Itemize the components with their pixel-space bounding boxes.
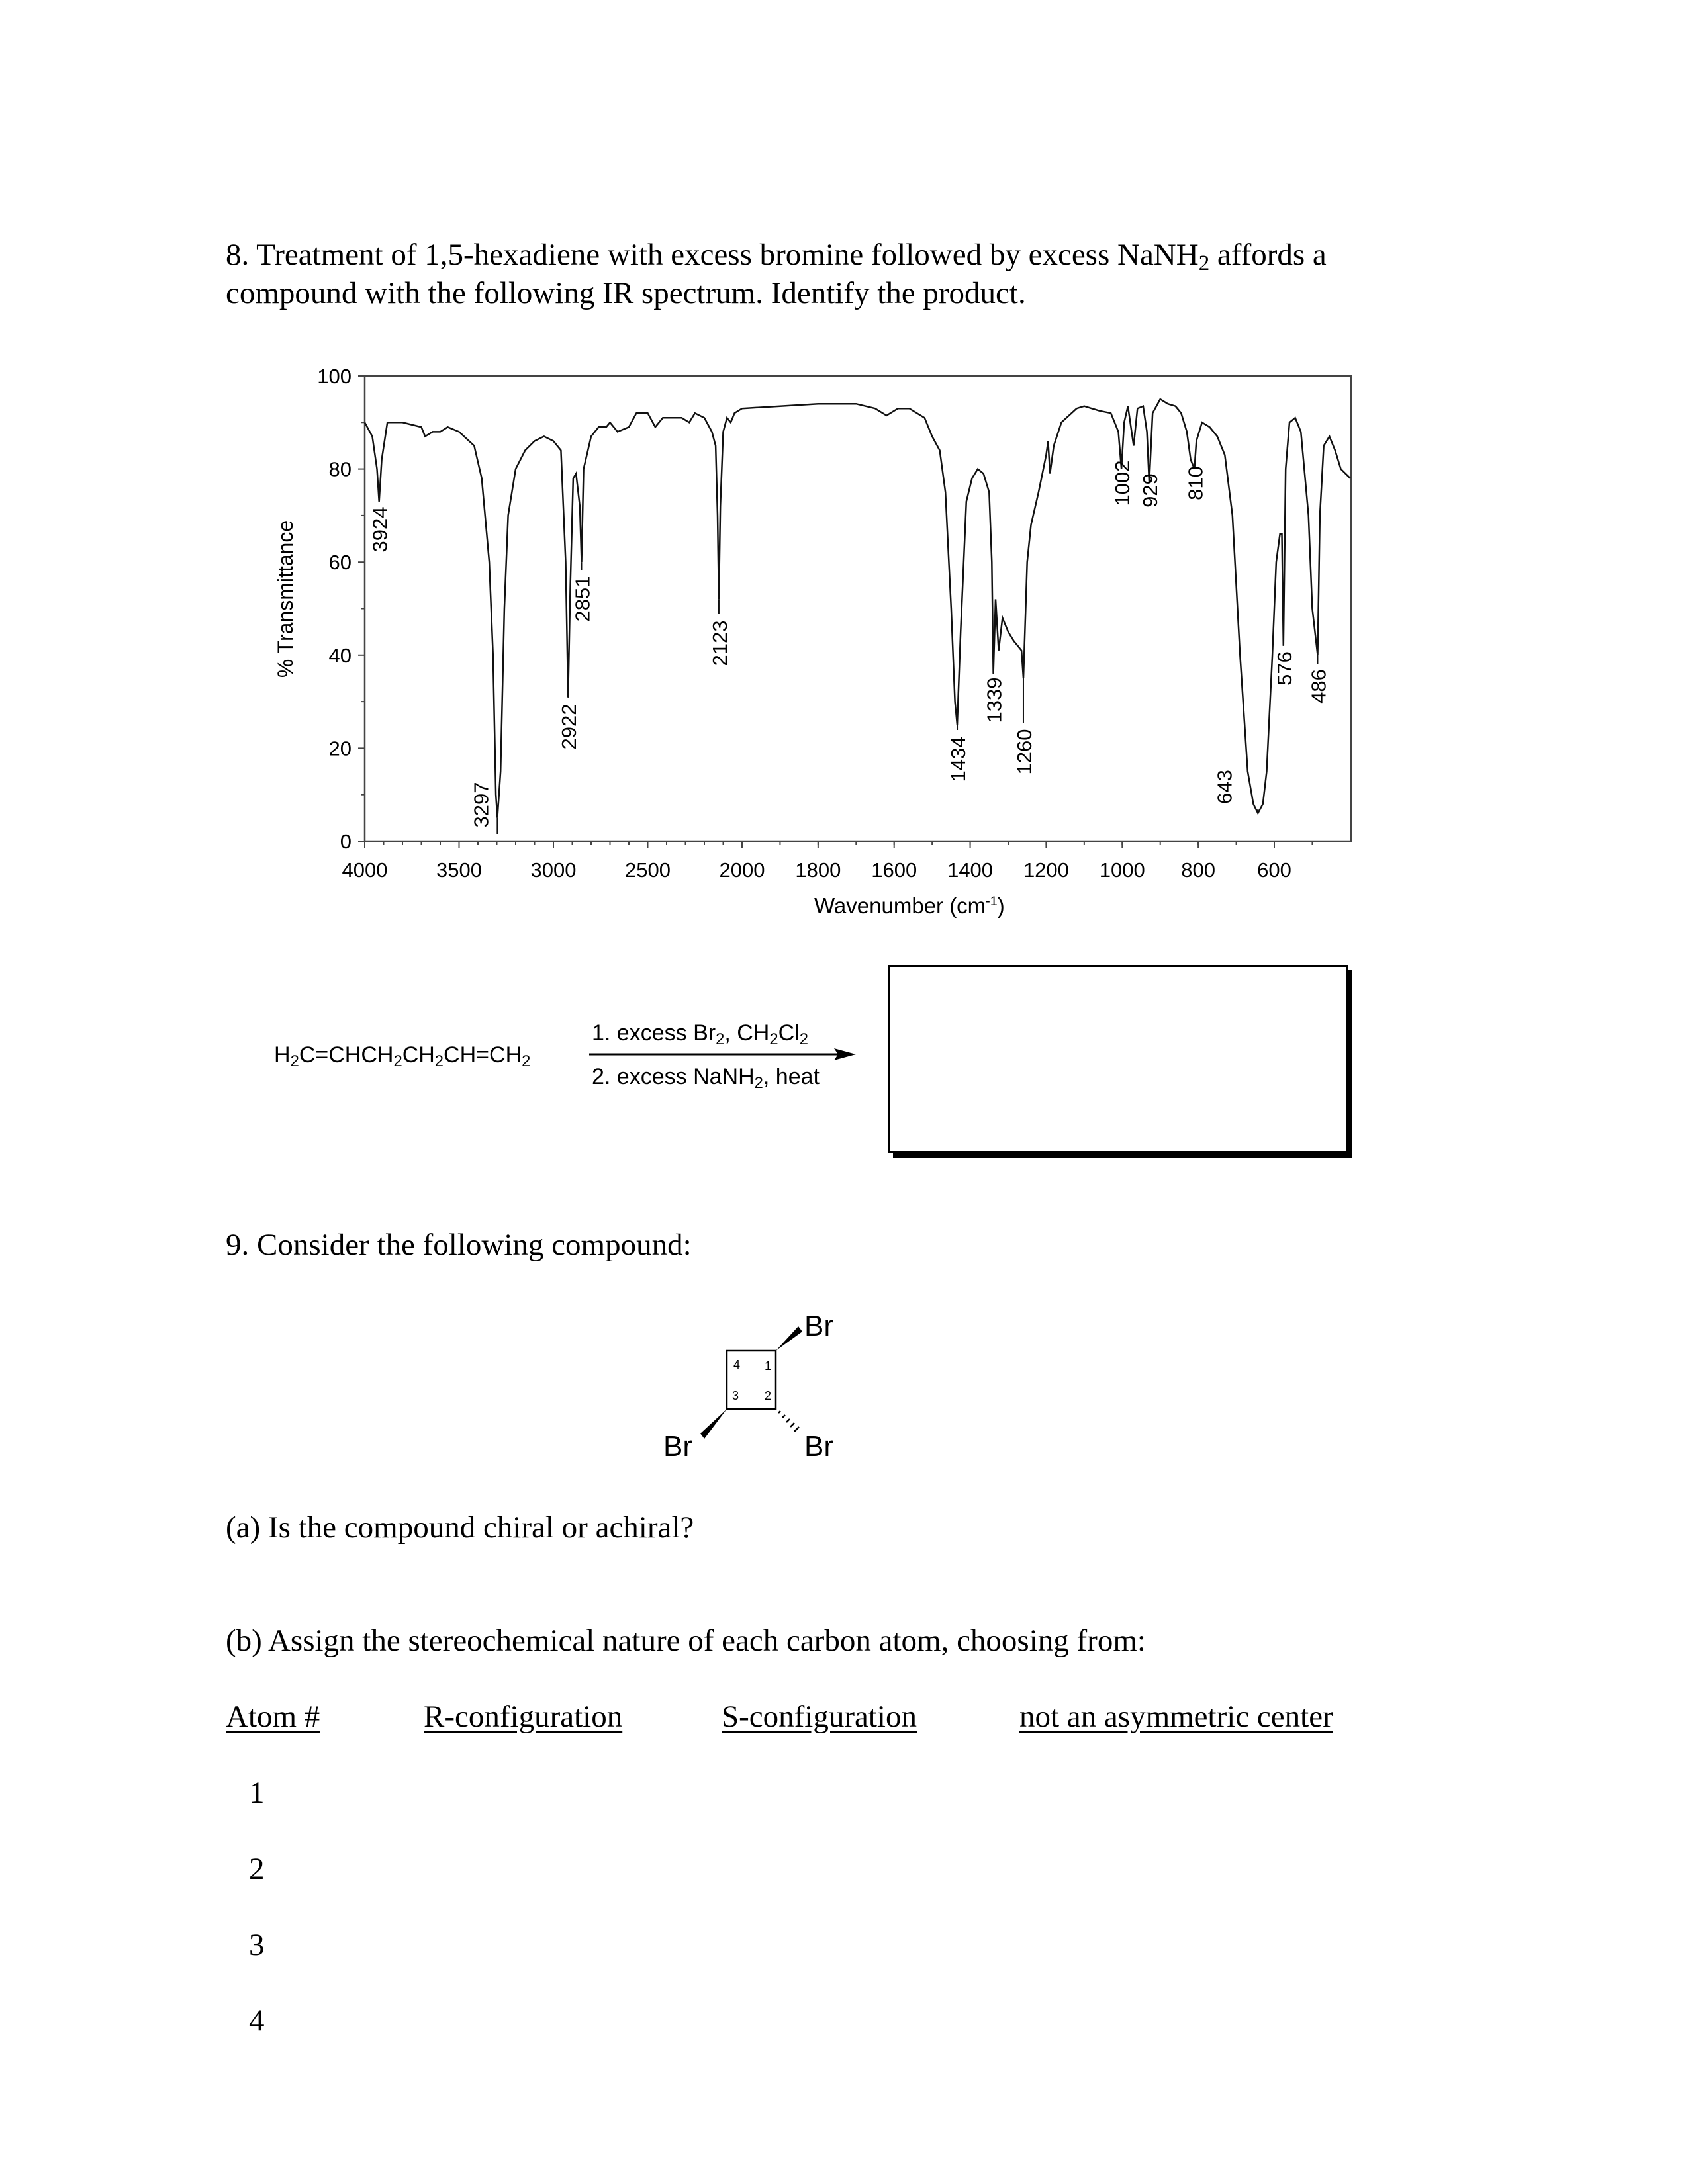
- x-tick-label: 2500: [625, 858, 671, 882]
- bromine-bottom-left: Br: [663, 1430, 692, 1463]
- reagent-step-2: [592, 1064, 820, 1092]
- x-tick-label: 800: [1181, 858, 1216, 882]
- y-axis-label: % Transmittance: [273, 520, 297, 678]
- peak-label: 1260: [1012, 729, 1036, 775]
- r1-sub: 2: [716, 1030, 725, 1048]
- product-answer-box[interactable]: [888, 965, 1348, 1153]
- atom-row-2: 2: [249, 1852, 265, 1886]
- r2-part: 2. excess NaNH: [592, 1064, 755, 1089]
- atom-number-4: 4: [733, 1358, 741, 1371]
- y-tick-label: 0: [340, 830, 352, 853]
- x-axis-label-sup: -1: [986, 894, 998, 909]
- peak-label: 810: [1184, 466, 1207, 500]
- y-tick-label: 20: [328, 737, 352, 760]
- sm-part: H: [274, 1042, 291, 1068]
- question-9-prompt: 9. Consider the following compound:: [226, 1228, 692, 1262]
- x-tick-label: 4000: [342, 858, 388, 882]
- y-tick-label: 80: [328, 457, 352, 481]
- x-axis-label: [814, 895, 1005, 917]
- header-r-configuration: R-configuration: [424, 1700, 623, 1734]
- q8-subscript: 2: [1198, 251, 1210, 276]
- chart-axes: [365, 376, 1351, 841]
- sm-part: C=CHCH: [299, 1042, 394, 1068]
- reaction-arrow: [588, 1046, 859, 1063]
- sm-sub: 2: [290, 1052, 299, 1070]
- peak-label: 2922: [557, 704, 581, 750]
- x-axis-label-text: Wavenumber (cm: [814, 893, 986, 918]
- atom-row-1: 1: [249, 1776, 265, 1810]
- peak-label: 3924: [368, 506, 392, 553]
- peak-label: 2123: [708, 620, 731, 666]
- spectrum-trace: [365, 399, 1350, 818]
- peak-label: 2851: [571, 576, 594, 622]
- sm-part: CH=CH: [444, 1042, 522, 1068]
- atom-row-3: 3: [249, 1928, 265, 1962]
- sm-sub: 2: [434, 1052, 444, 1070]
- plot-frame: [365, 376, 1351, 841]
- r2-part: , heat: [763, 1064, 820, 1089]
- x-axis-label-close: ): [997, 893, 1005, 918]
- atom-row-4: 4: [249, 2003, 265, 2038]
- x-tick-label: 1200: [1023, 858, 1069, 882]
- peak-label: 929: [1139, 473, 1162, 508]
- x-tick-label: 1800: [795, 858, 841, 882]
- y-tick-label: 40: [328, 643, 352, 667]
- r1-sub: 2: [769, 1030, 778, 1048]
- header-not-asymmetric: not an asymmetric center: [1019, 1700, 1333, 1734]
- peak-label: 486: [1307, 669, 1331, 704]
- wedge-bond-c1: [776, 1326, 802, 1351]
- peak-labels: [369, 454, 1331, 834]
- r1-part: , CH: [724, 1021, 770, 1046]
- r1-part: Cl: [778, 1021, 800, 1046]
- x-tick-label: 1000: [1099, 858, 1145, 882]
- x-tick-label: 600: [1257, 858, 1291, 882]
- r1-part: 1. excess Br: [592, 1021, 716, 1046]
- atom-number-2: 2: [765, 1389, 772, 1402]
- question-9b: (b) Assign the stereochemical nature of each carbon atom, choosing from:: [226, 1623, 1146, 1658]
- peak-label: 1339: [982, 677, 1006, 723]
- x-tick-label: 3500: [436, 858, 482, 882]
- reagent-step-1: [592, 1021, 808, 1048]
- x-tick-label: 1600: [871, 858, 917, 882]
- peak-label: 576: [1272, 651, 1296, 686]
- x-tick-label: 3000: [530, 858, 577, 882]
- peak-label: 1434: [947, 736, 970, 782]
- sm-part: CH: [402, 1042, 435, 1068]
- peak-label: 643: [1213, 770, 1237, 804]
- r2-sub: 2: [754, 1073, 763, 1092]
- question-9a: (a) Is the compound chiral or achiral?: [226, 1510, 694, 1545]
- chart-ticks: [317, 365, 1312, 882]
- x-tick-label: 1400: [947, 858, 994, 882]
- bromine-top: Br: [804, 1310, 833, 1342]
- y-tick-label: 100: [317, 365, 352, 388]
- ir-spectrum-chart: [0, 0, 1688, 960]
- q8-text: 8. Treatment of 1,5-hexadiene with excess bromine followed by excess NaNH: [226, 238, 1199, 272]
- q8-text-end: affords a: [1209, 238, 1327, 272]
- atom-number-3: 3: [732, 1389, 739, 1402]
- atom-number-1: 1: [765, 1359, 772, 1373]
- header-atom-number: Atom #: [226, 1700, 320, 1734]
- peak-label: 3297: [469, 782, 493, 828]
- bromine-bottom-right: Br: [804, 1430, 833, 1463]
- sm-sub: 2: [393, 1052, 402, 1070]
- header-s-configuration: S-configuration: [722, 1700, 917, 1734]
- starting-material: [274, 1042, 531, 1070]
- sm-sub: 2: [522, 1052, 531, 1070]
- wedge-bond-c3: [700, 1409, 727, 1439]
- y-tick-label: 60: [328, 551, 352, 574]
- x-tick-label: 2000: [719, 858, 765, 882]
- question-8-line-2: compound with the following IR spectrum. Identify the product.: [226, 276, 1026, 310]
- peak-label: 1002: [1111, 460, 1135, 506]
- hashed-bond-c2: [778, 1411, 799, 1432]
- r1-sub: 2: [799, 1030, 808, 1048]
